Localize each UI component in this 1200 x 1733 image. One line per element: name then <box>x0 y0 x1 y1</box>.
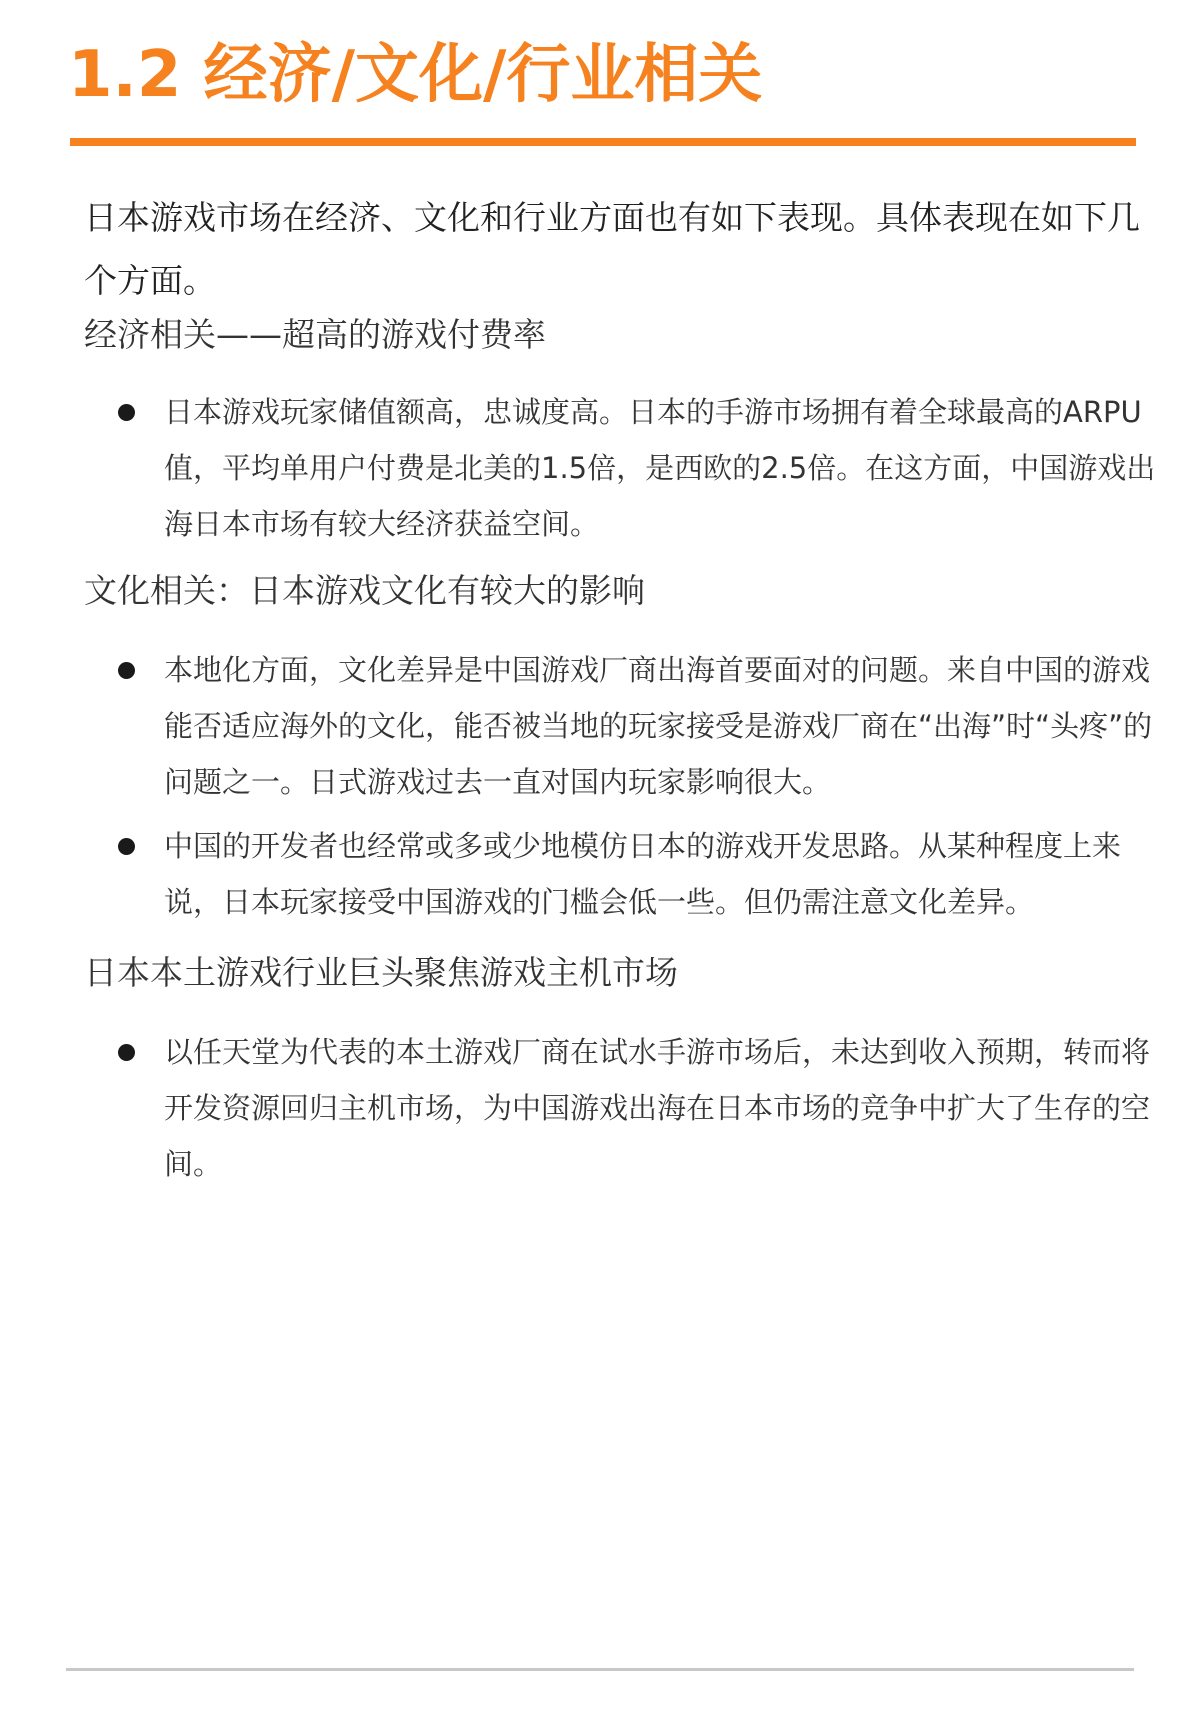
bullet-item-industry-1 <box>118 1024 1158 1192</box>
section-heading-culture: 文化相关：日本游戏文化有较大的影响 <box>84 571 645 610</box>
bullet-item-culture-1 <box>118 642 1158 810</box>
bullet-text: 以任天堂为代表的本土游戏厂商在试水手游市场后，未达到收入预期，转而将开发资源回归主机市场，为中国游戏出海在日本市场的竞争中扩大了生存的空间。 <box>164 1035 1151 1181</box>
section-heading-industry: 日本本土游戏行业巨头聚焦游戏主机市场 <box>84 953 678 992</box>
bullet-text: 日本游戏玩家储值额高，忠诚度高。日本的手游市场拥有着全球最高的ARPU值，平均单用户付费是北美的1.5倍，是西欧的2.5倍。在这方面，中国游戏出海日本市场有较大经济获益空间。 <box>164 395 1156 541</box>
bullet-dot-icon <box>118 662 135 679</box>
bullet-dot-icon <box>118 1044 135 1061</box>
bullet-item-culture-2 <box>118 818 1158 930</box>
bullet-text: 本地化方面，文化差异是中国游戏厂商出海首要面对的问题。来自中国的游戏能否适应海外的文化，能否被当地的玩家接受是游戏厂商在“出海”时“头疼”的问题之一。日式游戏过去一直对国内玩家影响很大。 <box>164 653 1153 799</box>
bullet-item-economy-1 <box>118 384 1158 552</box>
intro-paragraph: 日本游戏市场在经济、文化和行业方面也有如下表现。具体表现在如下几个方面。 <box>84 198 1140 300</box>
section-heading-economy: 经济相关——超高的游戏付费率 <box>84 315 546 354</box>
bullet-text: 中国的开发者也经常或多或少地模仿日本的游戏开发思路。从某种程度上来说，日本玩家接受中国游戏的门槛会低一些。但仍需注意文化差异。 <box>164 829 1122 919</box>
title-divider <box>70 138 1136 146</box>
footer-divider <box>66 1668 1134 1671</box>
page-title: 1.2 经济/文化/行业相关 <box>68 38 763 112</box>
bullet-dot-icon <box>118 838 135 855</box>
bullet-dot-icon <box>118 404 135 421</box>
